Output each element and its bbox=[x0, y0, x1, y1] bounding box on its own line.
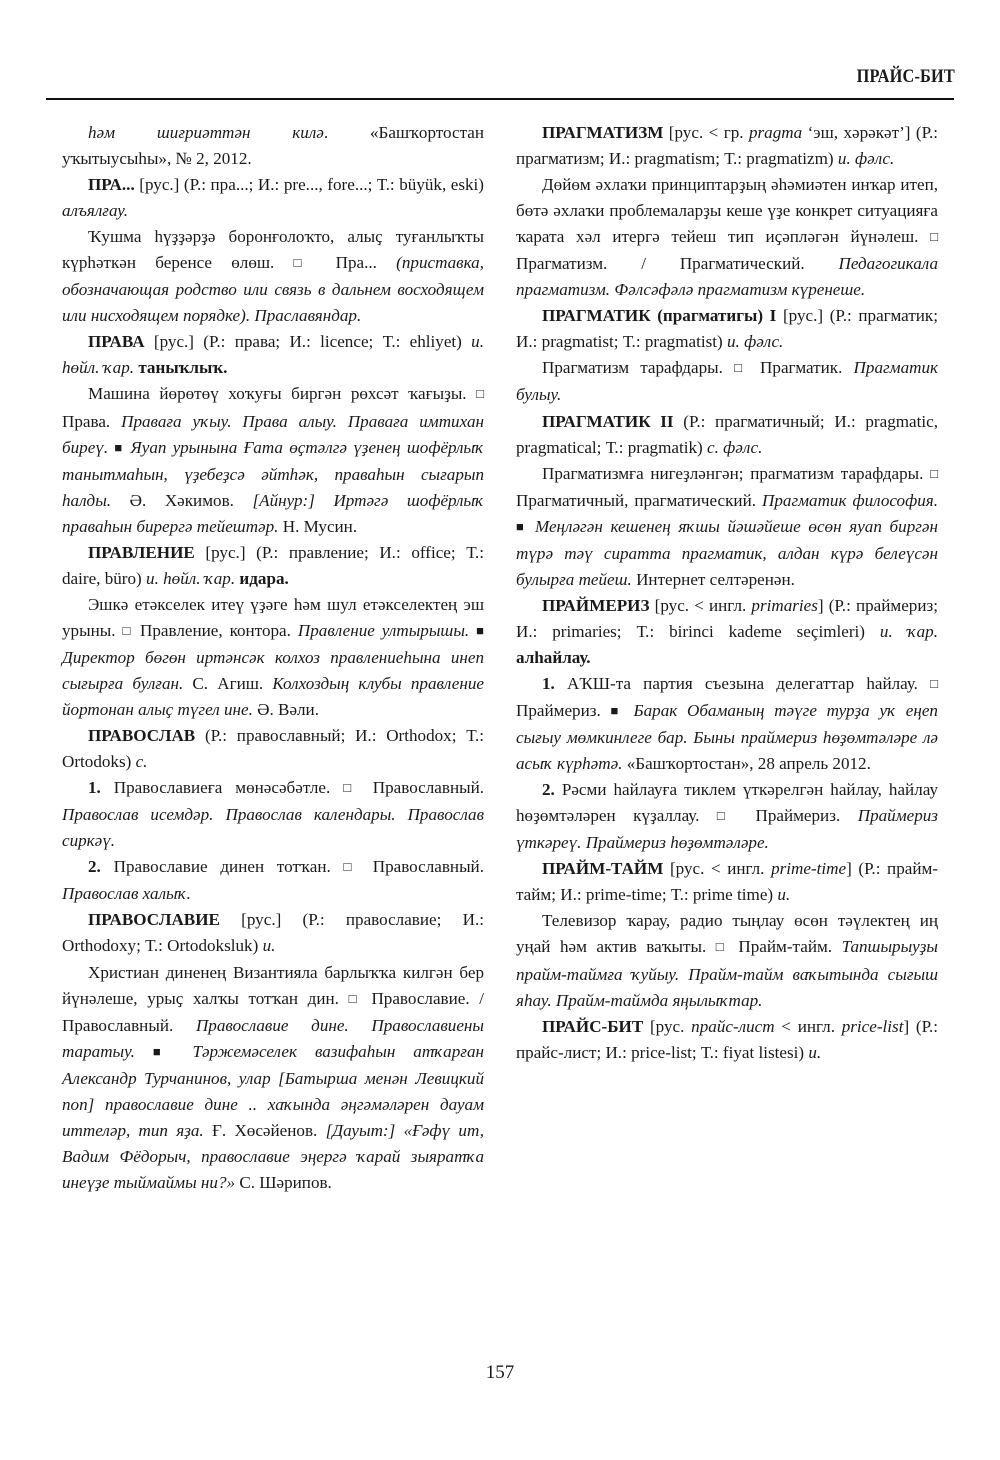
dictionary-paragraph: Дөйөм әхлаҡи принциптарҙың әһәмиәтен инҡар итеп, бөтә әхлаҡи проблемаларҙы кеше үҙе конкрет ситуацияға ҡарата хәл итергә тейеш тип иҫәпләгән йүнәлеш. □ Прагматизм. / Прагматический. Педагогикала прагматизм. Фәлсәфәлә прагматизм күренеше. bbox=[516, 172, 938, 303]
dictionary-entry: ПРАВОСЛАВИЕ [рус.] (Р.: православие; И.: Orthodoxy; Т.: Ortodoksluk) и. bbox=[62, 910, 484, 956]
running-head: ПРАЙС-БИТ bbox=[856, 66, 955, 87]
dictionary-paragraph: Прагматизмға нигеҙләнгән; прагматизм тарафдары. □ Прагматичный, прагматический. Прагматик философия. ■ Меңләгән кешенең яҡшы йәшәйеше өсөн яуап биргән түрә тәү сиратта прагматик, алдан күрә белеүсән булырға тейеш. Интернет селтәренән. bbox=[516, 461, 938, 593]
dictionary-sense: 1. АҠШ-та партия съезына делегаттар һайлау. □ Праймериз. ■ Барак Обаманың тәүге турҙа уҡ еңеп сығыу мөмкинлеге бар. Быны праймериз һөҙөмтәләре лә асыҡ күрһәтә. «Башҡортостан», 28 апрель 2012. bbox=[516, 671, 938, 777]
page-number: 157 bbox=[485, 1362, 515, 1383]
two-column-body bbox=[62, 120, 938, 1290]
dictionary-paragraph: Прагматизм тарафдары. □ Прагматик. Прагматик булыу. bbox=[516, 355, 938, 408]
dictionary-paragraph: Христиан диненең Византияла барлыҡҡа килгән бер йүнәлеше, урыҫ халҡы тотҡан дин. □ Православие. / Православный. Православие дине. Православиены таратыу. ■ Тәржемәселек вазифаһын атҡарған Александр Турчанинов, улар [Батырша менән Левицкий поп] православие дине .. хаҡында әңгәмәләрен дауам иттеләр, тип яҙа. Ғ. Хөсәйенов. [Дауыт:] «Ғәфү ит, Вадим Фёдорыч, православие эңергә ҡарай зыяратҡа инеүҙе тыймаймы ни?» С. Шәрипов. bbox=[62, 960, 484, 1196]
dictionary-sense: 1. Православиеға мөнәсәбәтле. □ Православный. Православ исемдәр. Православ календары. Православ сиркәү. bbox=[62, 775, 484, 854]
dictionary-entry: ПРАЙМЕРИЗ [рус. < ингл. primaries] (Р.: праймериз; И.: primaries; Т.: birinci kademe seçimleri) и. ҡар. алһайлау. bbox=[516, 595, 938, 667]
dictionary-paragraph: һәм шиғриәттән килә. «Башҡортостан уҡытыусыһы», № 2, 2012. bbox=[62, 123, 485, 169]
dictionary-paragraph: Эшкә етәкселек итеү үҙәге һәм шул етәкселектең эш урыны. □ Правление, контора. Правление ултырышы. ■ Директор бөгөн иртәнсәк колхоз правлениеһына инеп сығырға булған. С. Агиш. Колхоздың клубы правление йортонан алыҫ түгел ине. Ә. Вәли. bbox=[62, 592, 484, 723]
dictionary-entry: ПРАЙМ-ТАЙМ [рус. < ингл. prime-time] (Р.: прайм-тайм; И.: prime-time; Т.: prime time) и. bbox=[516, 859, 938, 905]
dictionary-entry: ПРАГМАТИЗМ [рус. < гр. pragma ‘эш, хәрәкәт’] (Р.: прагматизм; И.: pragmatism; Т.: pragmatizm) и. фәлс. bbox=[516, 123, 938, 169]
dictionary-sense: 2. Рәсми һайлауға тиклем үткәрелгән һайлау, һайлау һөҙөмтәләрен күҙаллау. □ Праймериз. Праймериз үткәреү. Праймериз һөҙөмтәләре. bbox=[516, 777, 938, 856]
dictionary-paragraph: Машина йөрөтөү хоҡуғы биргән рөхсәт ҡағыҙы. □ Права. Праваға уҡыу. Права алыу. Праваға имтихан биреү. ■ Яуап урынына Ғата өҫтәлгә үҙенең шофёрлыҡ танытмаһын, үҙебеҙсә әйтһәк, праваһын сығарып һалды. Ә. Хәкимов. [Айнур:] Иртәгә шофёрлыҡ праваһын бирергә тейештәр. Н. Мусин. bbox=[62, 381, 484, 539]
dictionary-entry: ПРАВА [рус.] (Р.: права; И.: licence; Т.: ehliyet) и. һөйл. ҡар. таныҡлыҡ. bbox=[62, 332, 484, 378]
right-column bbox=[516, 120, 938, 1290]
dictionary-entry: ПРАГМАТИК (прагматигы) I [рус.] (Р.: прагматик; И.: pragmatist; Т.: pragmatist) и. фәлс. bbox=[516, 306, 938, 352]
dictionary-entry: ПРАВЛЕНИЕ [рус.] (Р.: правление; И.: office; Т.: daire, büro) и. һөйл. ҡар. идара. bbox=[62, 542, 484, 588]
dictionary-paragraph: Ҡушма һүҙҙәрҙә боронғолоҡто, алыҫ туғанлыҡты күрһәткән беренсе өлөш. □ Пра... (приставка, обозначающая родство или связь в дальнем восходящем или нисходящем порядке). Праславяндар. bbox=[62, 224, 484, 329]
left-column bbox=[62, 120, 484, 1290]
dictionary-entry: ПРАВОСЛАВ (Р.: православный; И.: Orthodox; Т.: Ortodoks) с. bbox=[62, 726, 484, 772]
dictionary-paragraph: Телевизор ҡарау, радио тыңлау өсөн тәүлектең иң уңай һәм актив ваҡыты. □ Прайм-тайм. Тапшырыуҙы прайм-таймға ҡуйыу. Прайм-тайм ваҡытында сығыш яһау. Прайм-таймда яңылыҡтар. bbox=[516, 908, 938, 1013]
dictionary-entry: ПРАГМАТИК II (Р.: прагматичный; И.: pragmatic, pragmatical; Т.: pragmatik) с. фәлс. bbox=[516, 411, 938, 457]
dictionary-entry: ПРА... [рус.] (Р.: пра...; И.: pre..., fore...; Т.: büyük, eski) алъялғау. bbox=[62, 175, 484, 221]
dictionary-sense: 2. Православие динен тотҡан. □ Православный. Православ халыҡ. bbox=[62, 854, 484, 907]
header-rule bbox=[46, 98, 954, 100]
dictionary-entry: ПРАЙС-БИТ [рус. прайс-лист < ингл. price-list] (Р.: прайс-лист; И.: price-list; Т.: fiyat listesi) и. bbox=[516, 1016, 938, 1062]
